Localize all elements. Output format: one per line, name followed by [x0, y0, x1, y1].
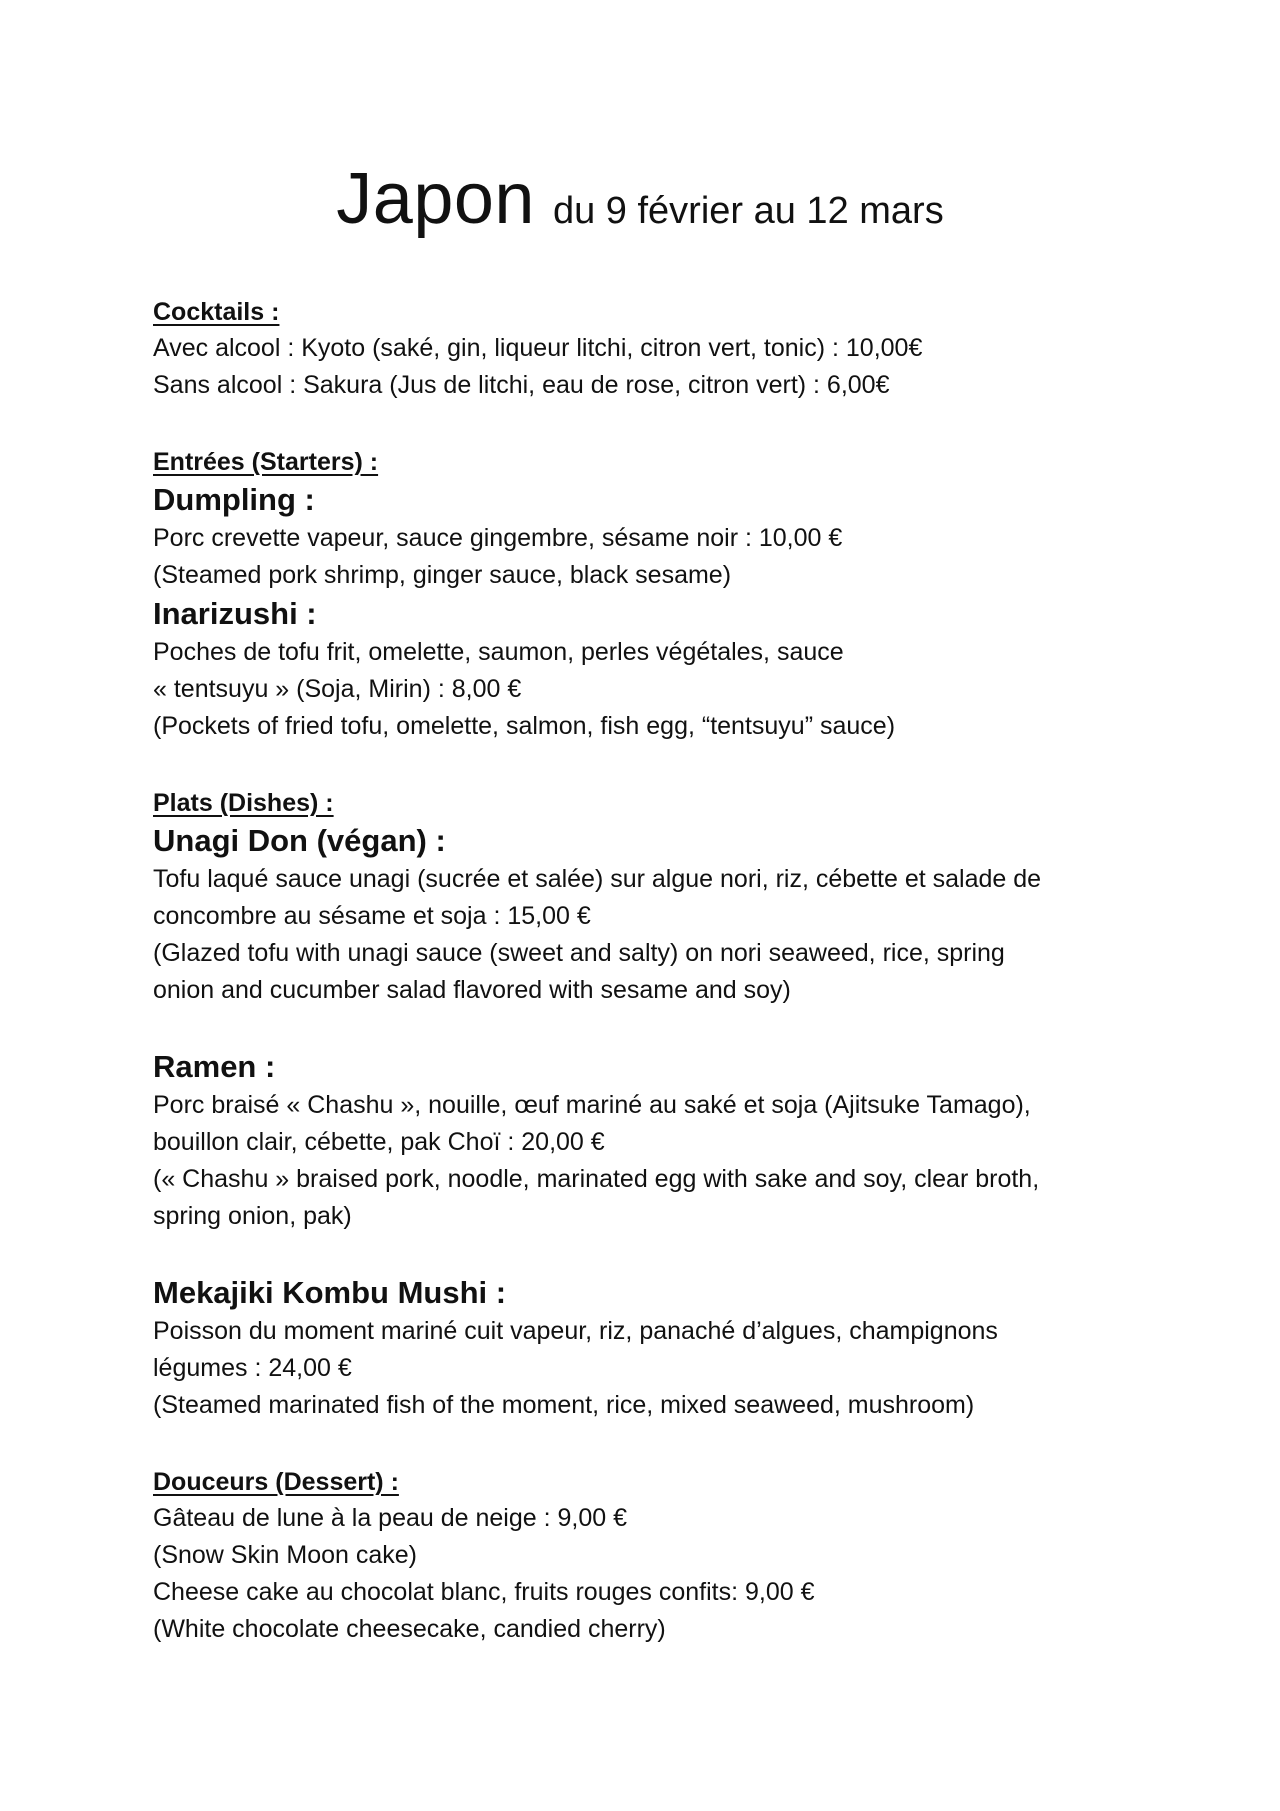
dish-inarizushi — [153, 594, 1153, 745]
dish-translation: (Steamed pork shrimp, ginger sauce, black sesame) — [153, 561, 732, 589]
dish-mekajiki-kombu-mushi — [153, 1273, 1153, 1424]
dish-description: bouillon clair, cébette, pak Choï : 20,00 € — [153, 1128, 605, 1156]
title-main: Japon — [336, 159, 535, 239]
dish-description: concombre au sésame et soja : 15,00 € — [153, 902, 591, 930]
spacer — [153, 1235, 1153, 1273]
dish-description: Tofu laqué sauce unagi (sucrée et salée) sur algue nori, riz, cébette et salade de — [153, 865, 1042, 893]
dish-description: Porc braisé « Chashu », nouille, œuf mariné au saké et soja (Ajitsuke Tamago), — [153, 1091, 1031, 1119]
section-starters — [153, 444, 1153, 745]
dish-translation: onion and cucumber salad flavored with sesame and soy) — [153, 976, 791, 1004]
section-cocktails — [153, 294, 1153, 404]
dish-translation: spring onion, pak) — [153, 1202, 352, 1230]
menu-content — [153, 294, 1153, 1648]
dish-name: Dumpling : — [153, 482, 315, 517]
cocktail-line: Avec alcool : Kyoto (saké, gin, liqueur litchi, citron vert, tonic) : 10,00€ — [153, 334, 923, 362]
dessert-line: Gâteau de lune à la peau de neige : 9,00 € — [153, 1504, 627, 1532]
section-heading-dishes: Plats (Dishes) : — [153, 789, 334, 817]
spacer — [153, 1009, 1153, 1047]
dish-name: Unagi Don (végan) : — [153, 823, 446, 858]
dessert-line: Cheese cake au chocolat blanc, fruits rouges confits: 9,00 € — [153, 1578, 815, 1606]
dish-name: Inarizushi : — [153, 596, 317, 631]
section-heading-cocktails: Cocktails : — [153, 298, 280, 326]
dish-translation: (Pockets of fried tofu, omelette, salmon, fish egg, “tentsuyu” sauce) — [153, 712, 896, 740]
dish-description: Porc crevette vapeur, sauce gingembre, sésame noir : 10,00 € — [153, 524, 843, 552]
dish-name: Ramen : — [153, 1049, 276, 1084]
spacer — [153, 404, 1153, 444]
dish-description: Poisson du moment mariné cuit vapeur, riz, panaché d’algues, champignons — [153, 1317, 998, 1345]
dish-description: légumes : 24,00 € — [153, 1354, 352, 1382]
page-title — [0, 158, 1280, 240]
dish-dumpling — [153, 480, 1153, 594]
dish-translation: (Steamed marinated fish of the moment, rice, mixed seaweed, mushroom) — [153, 1391, 975, 1419]
dish-unagi-don — [153, 821, 1153, 1009]
dish-translation: (Glazed tofu with unagi sauce (sweet and salty) on nori seaweed, rice, spring — [153, 939, 1005, 967]
dish-ramen — [153, 1047, 1153, 1235]
dish-description: « tentsuyu » (Soja, Mirin) : 8,00 € — [153, 675, 522, 703]
dessert-translation: (Snow Skin Moon cake) — [153, 1541, 418, 1569]
dish-description: Poches de tofu frit, omelette, saumon, perles végétales, sauce — [153, 638, 844, 666]
section-dishes — [153, 785, 1153, 1424]
spacer — [153, 745, 1153, 785]
dish-translation: (« Chashu » braised pork, noodle, marinated egg with sake and soy, clear broth, — [153, 1165, 1040, 1193]
section-desserts — [153, 1464, 1153, 1648]
cocktail-line: Sans alcool : Sakura (Jus de litchi, eau de rose, citron vert) : 6,00€ — [153, 371, 890, 399]
title-dates: du 9 février au 12 mars — [552, 190, 944, 232]
dish-name: Mekajiki Kombu Mushi : — [153, 1275, 507, 1310]
section-heading-starters: Entrées (Starters) : — [153, 448, 379, 476]
dessert-translation: (White chocolate cheesecake, candied cherry) — [153, 1615, 666, 1643]
section-heading-desserts: Douceurs (Dessert) : — [153, 1468, 399, 1496]
spacer — [153, 1424, 1153, 1464]
